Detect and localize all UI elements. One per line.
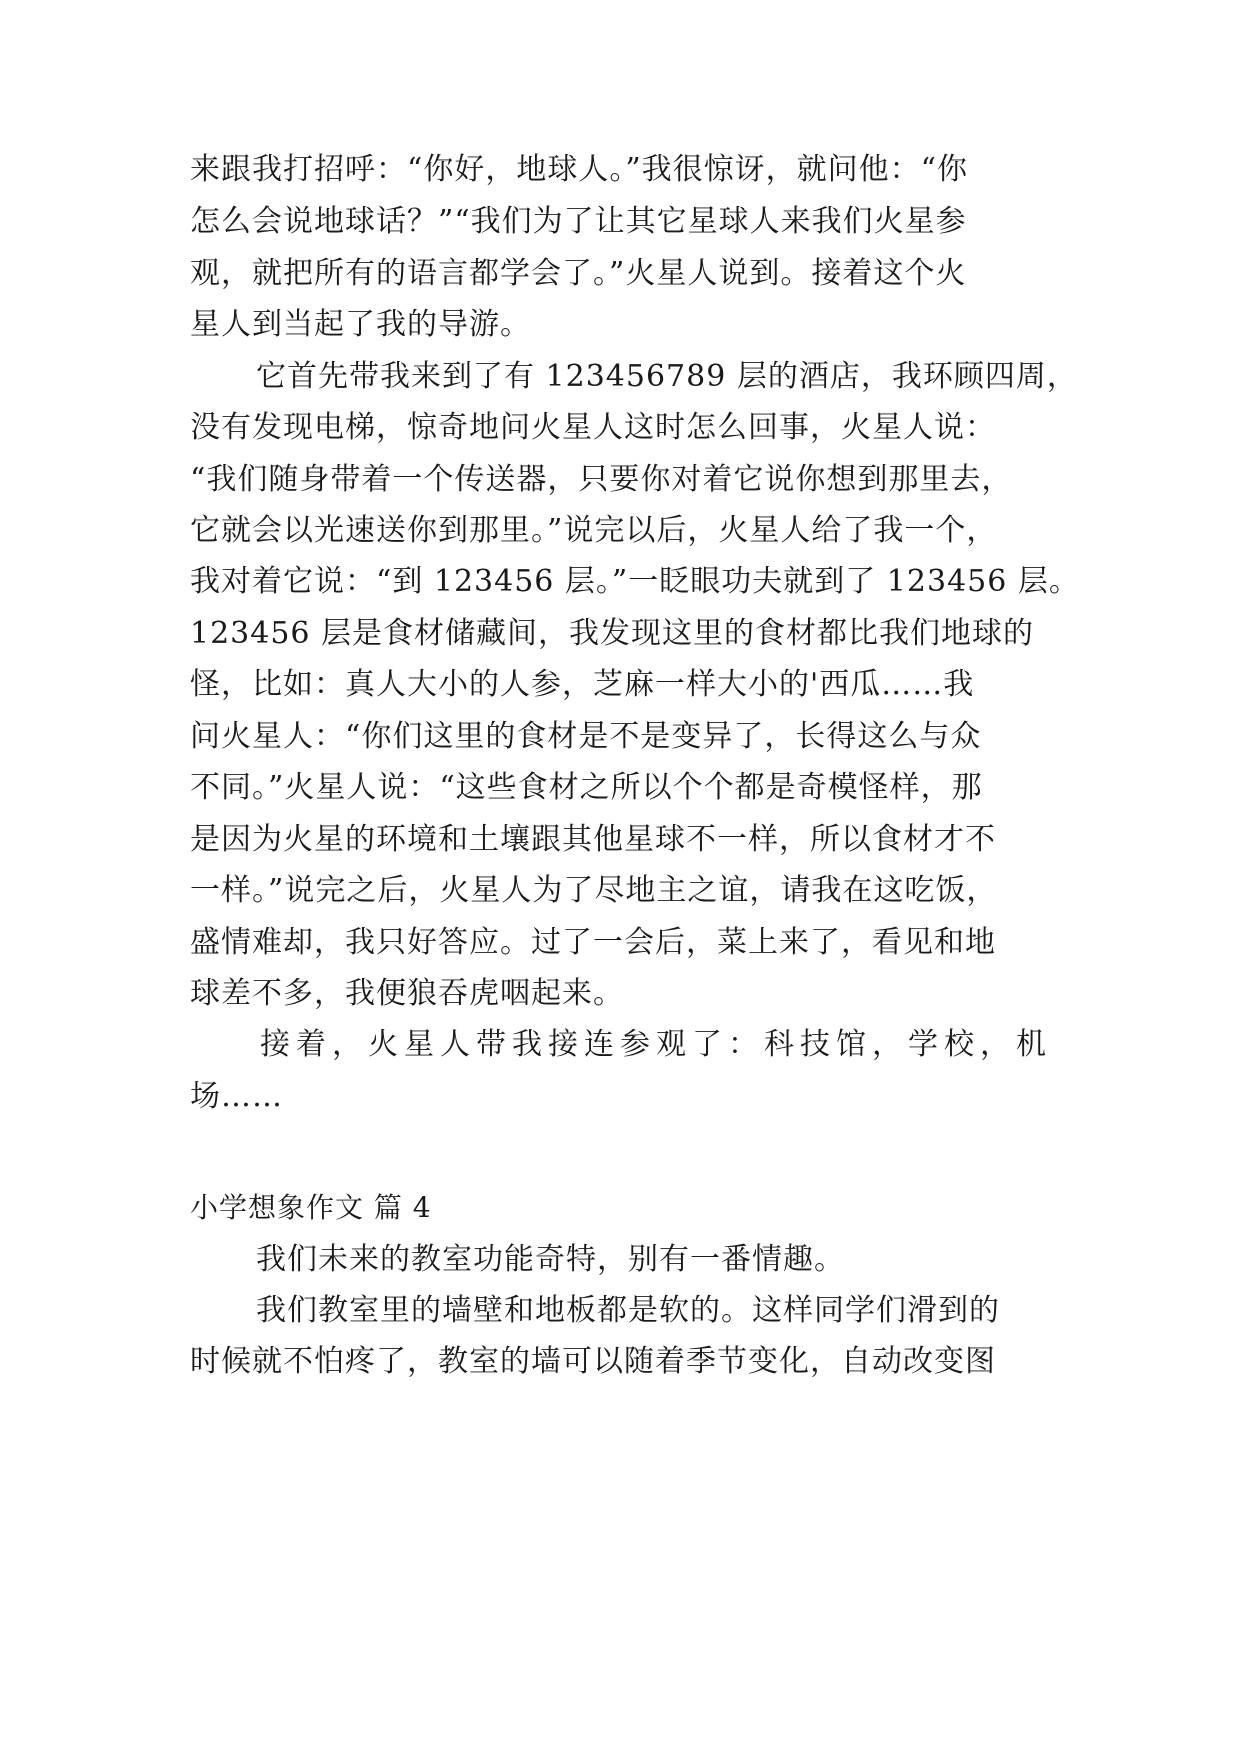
text-line: 没有发现电梯，惊奇地问火星人这时怎么回事，火星人说： (190, 410, 996, 445)
text-line: 是因为火星的环境和土壤跟其他星球不一样，所以食材才不 (190, 822, 996, 857)
text-line: 球差不多，我便狼吞虎咽起来。 (190, 976, 624, 1011)
text-line: 我们未来的教室功能奇特，别有一番情趣。 (256, 1242, 845, 1277)
text-line: 来跟我打招呼：“你好，地球人。”我很惊讶，就问他：“你 (190, 152, 969, 187)
text-line: “我们随身带着一个传送器，只要你对着它说你想到那里去， (190, 462, 1013, 497)
text-line: 一样。”说完之后，火星人为了尽地主之谊，请我在这吃饭， (190, 873, 998, 908)
text-line: 接着，火星人带我接连参观了：科技馆，学校，机 (260, 1027, 1052, 1062)
text-line: 场…… (190, 1079, 283, 1114)
text-line: 星人到当起了我的导游。 (190, 307, 531, 342)
text-line: 怎么会说地球话？”“我们为了让其它星球人来我们火星参 (190, 204, 967, 239)
text-line: 问火星人：“你们这里的食材是不是变异了，长得这么与众 (190, 719, 982, 754)
text-line: 它就会以光速送你到那里。”说完以后，火星人给了我一个， (190, 513, 998, 548)
text-line: 我对着它说：“到 123456 层。”一眨眼功夫就到了 123456 层。 (190, 564, 1080, 599)
text-line: 我们教室里的墙壁和地板都是软的。这样同学们滑到的 (256, 1293, 1000, 1328)
text-line: 它首先带我来到了有 123456789 层的酒店，我环顾四周， (256, 359, 1078, 394)
text-line: 怪，比如：真人大小的人参，芝麻一样大小的'西瓜……我 (190, 667, 975, 702)
text-line: 时候就不怕疼了，教室的墙可以随着季节变化，自动改变图 (190, 1344, 996, 1379)
section-heading: 小学想象作文 篇 4 (190, 1191, 432, 1224)
text-line: 盛情难却，我只好答应。过了一会后，菜上来了，看见和地 (190, 925, 996, 960)
text-line: 123456 层是食材储藏间，我发现这里的食材都比我们地球的 (190, 616, 1035, 651)
text-line: 不同。”火星人说：“这些食材之所以个个都是奇模怪样，那 (190, 770, 983, 805)
text-line: 观，就把所有的语言都学会了。”火星人说到。接着这个火 (190, 256, 967, 291)
